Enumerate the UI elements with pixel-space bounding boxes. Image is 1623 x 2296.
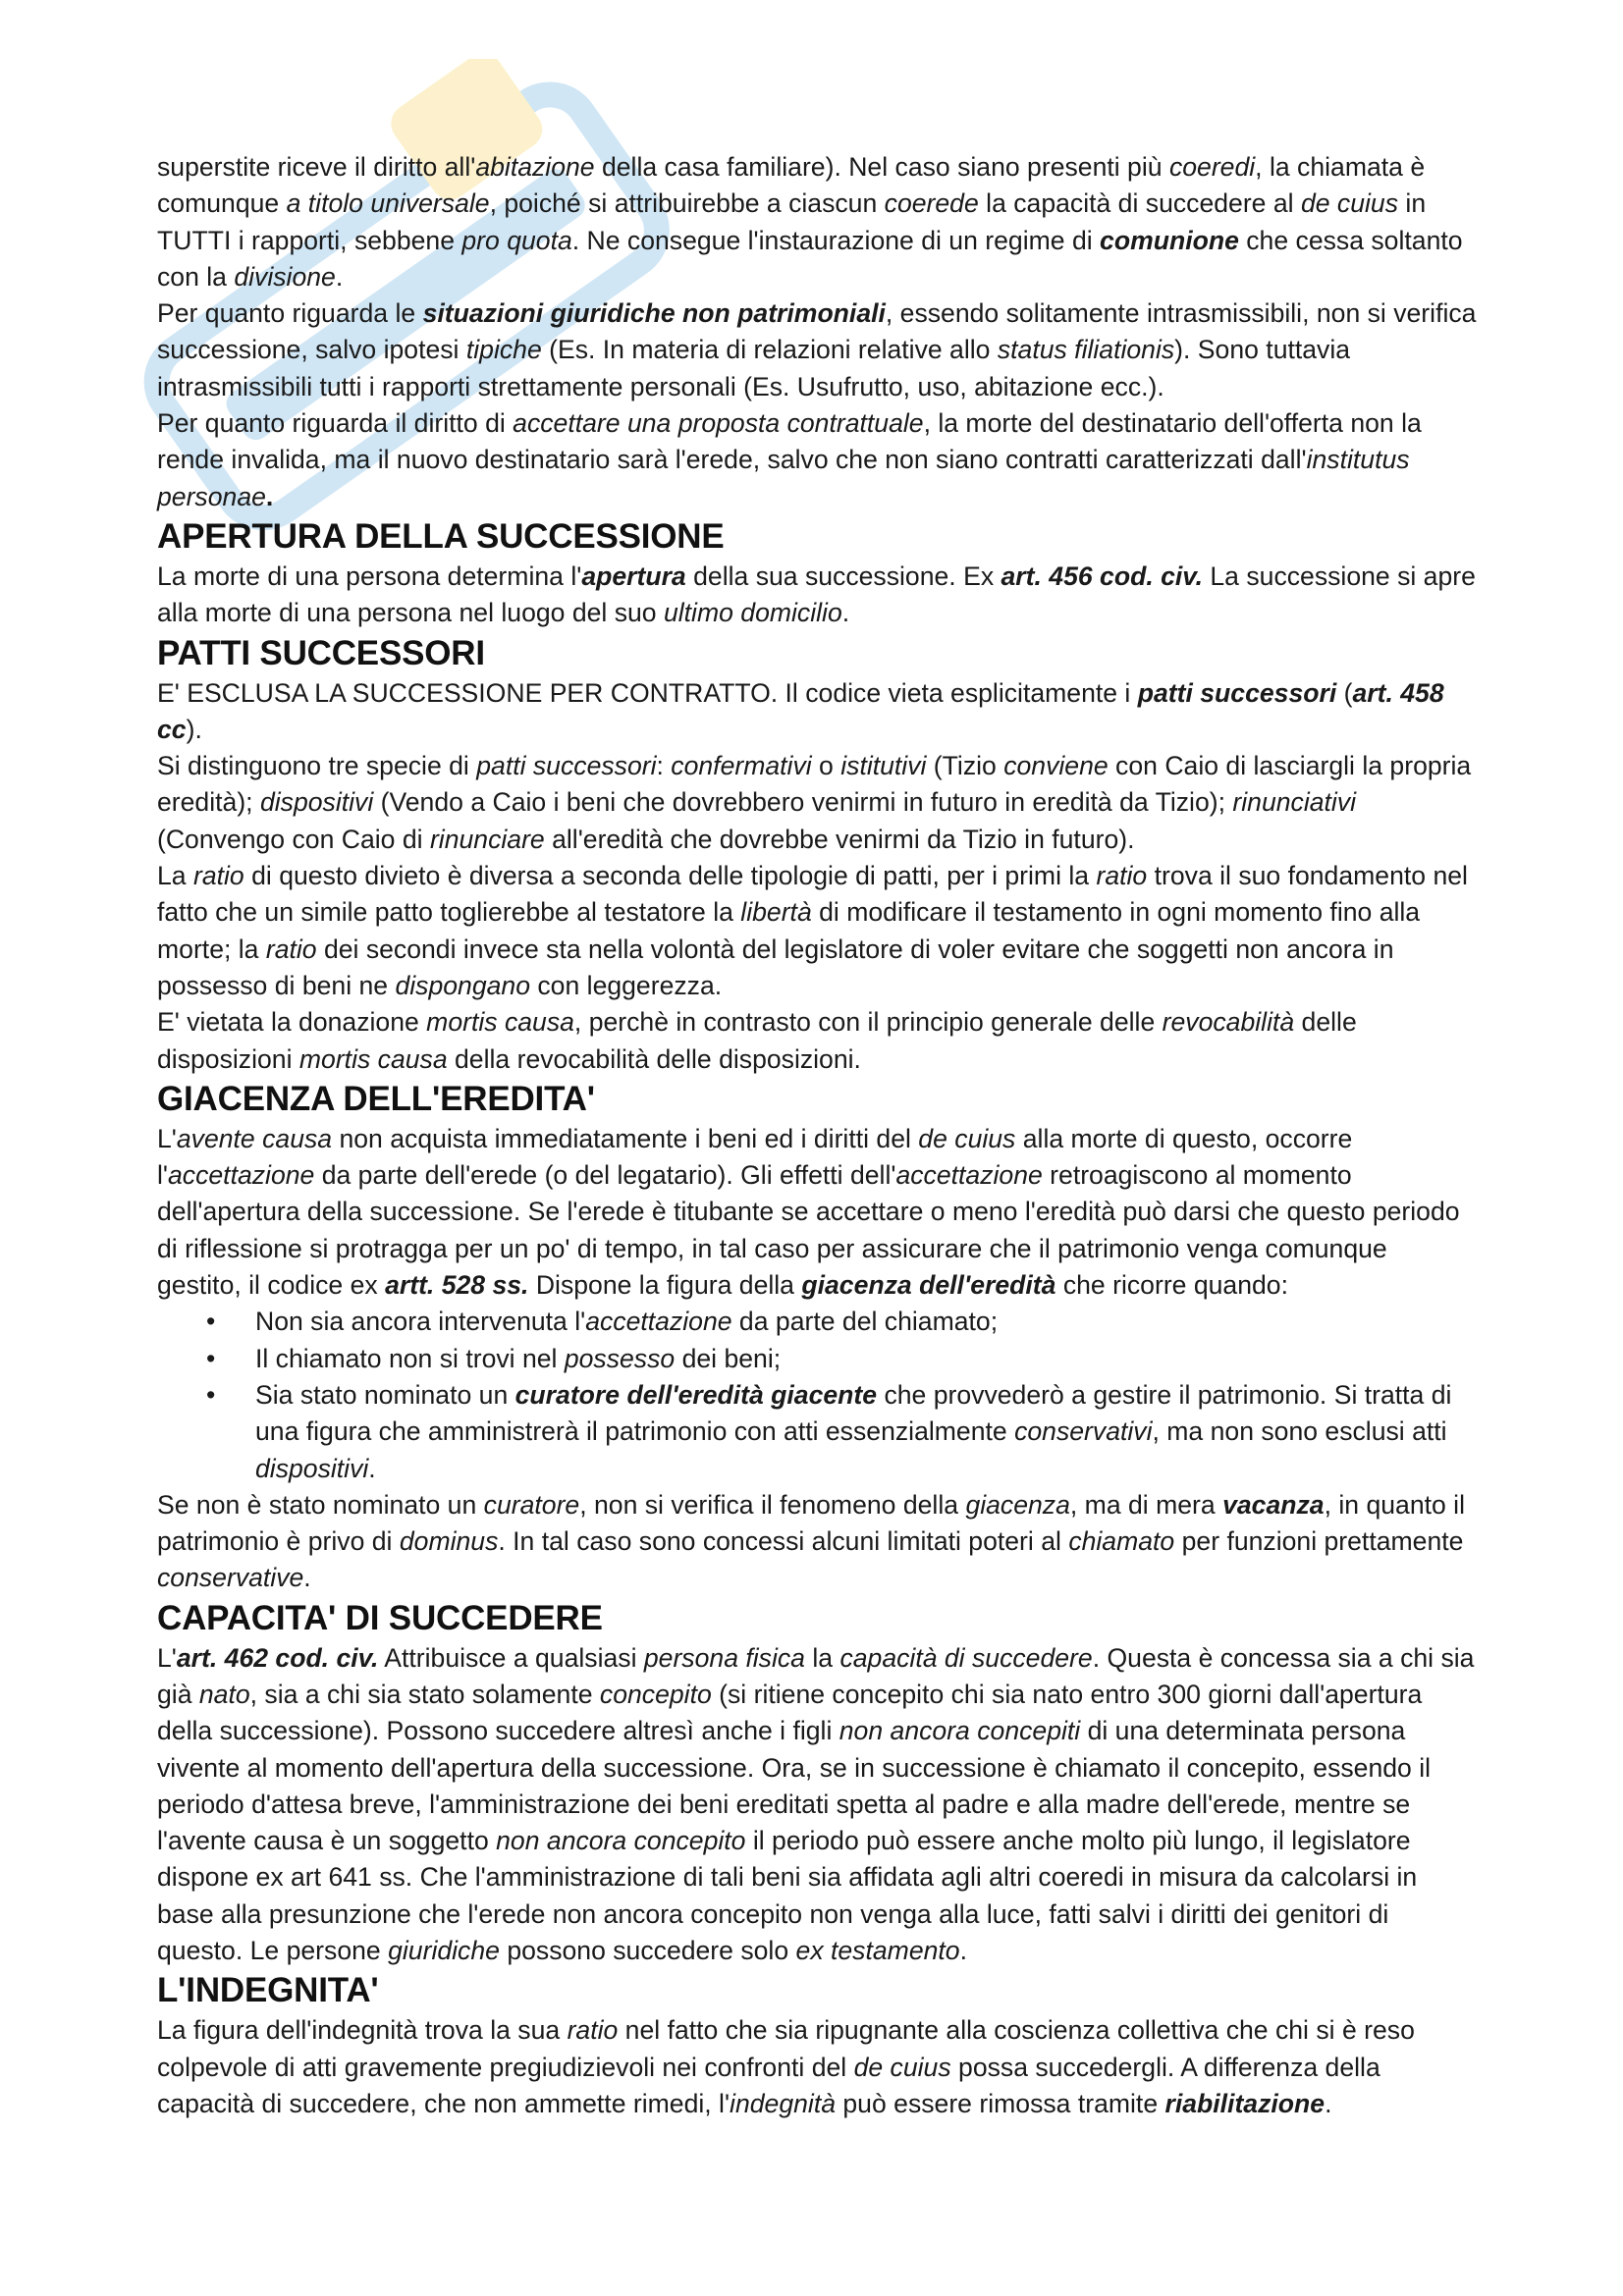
text-run: L': [157, 1123, 177, 1153]
paragraph: [157, 858, 1478, 1004]
italic-text: dispositivi: [259, 787, 374, 818]
italic-text: persona fisica: [643, 1642, 805, 1673]
italic-text: concepito: [599, 1679, 712, 1709]
italic-text: status filiationis: [997, 335, 1175, 365]
text-run: ). Sono tuttavia intrasmissibili tutti i rapporti strettamente personali (Es. Usufrutto, uso, abitazione ecc.).: [157, 335, 1351, 401]
text-run: , la morte del destinatario dell'offerta non la rende invalida, ma il nuovo destinatario sarà l'erede, salvo che non siano contratti caratterizzati dall': [157, 408, 1422, 475]
italic-text: dispongano: [395, 970, 530, 1000]
text-run: che cessa soltanto con la: [157, 225, 1463, 292]
text-run: superstite riceve il diritto all': [157, 152, 476, 182]
text-run: delle disposizioni: [157, 1007, 1357, 1074]
text-run: La successione si apre alla morte di una persona nel luogo del suo: [157, 561, 1476, 628]
text-run: Il chiamato non si trovi nel: [255, 1343, 565, 1373]
bold-italic-text: art. 456 cod. civ.: [1001, 561, 1203, 591]
section-heading: PATTI SUCCESSORI: [157, 633, 485, 672]
text-run: (si ritiene concepito chi sia nato entro 300 giorni dall'apertura della successione). Possono succedere altresì anche i figli: [157, 1679, 1423, 1746]
text-run: (Tizio: [926, 751, 1004, 781]
text-run: di questo divieto è diversa a seconda delle tipologie di patti, per i primi la: [243, 861, 1097, 891]
text-run: che provvederò a gestire il patrimonio. Si tratta di una figura che amministrerà il patrimonio con atti essenzialmente: [255, 1379, 1452, 1447]
section-heading: L'INDEGNITA': [157, 1971, 379, 2010]
text-run: La figura dell'indegnità trova la sua: [157, 2015, 568, 2046]
paragraph: [157, 149, 1478, 295]
text-run: .: [368, 1453, 376, 1483]
italic-text: ratio: [567, 2015, 619, 2046]
italic-text: mortis causa: [298, 1043, 448, 1074]
section-heading: GIACENZA DELL'EREDITA': [157, 1079, 595, 1118]
text-run: (Convengo con Caio di: [157, 824, 430, 854]
italic-text: ratio: [192, 861, 244, 891]
text-run: , non si verifica il fenomeno della: [579, 1489, 966, 1520]
italic-text: mortis causa: [426, 1007, 574, 1038]
text-run: , essendo solitamente intrasmissibili, non si verifica successione, salvo ipotesi: [157, 298, 1477, 365]
text-run: Per quanto riguarda le: [157, 298, 423, 329]
italic-text: accettare una proposta contrattuale: [513, 408, 924, 439]
text-run: , ma non sono esclusi atti: [1152, 1416, 1447, 1447]
list-item: [255, 1341, 1478, 1377]
italic-text: conservative: [157, 1563, 304, 1593]
italic-text: istitutivi: [840, 751, 927, 781]
text-run: o: [811, 751, 841, 781]
paragraph: [157, 748, 1478, 858]
text-run: Si distinguono tre specie di: [157, 751, 477, 781]
text-run: della revocabilità delle disposizioni.: [447, 1043, 861, 1074]
text-run: di modificare il testamento in ogni momento fino alla morte; la: [157, 897, 1421, 964]
text-run: E' ESCLUSA LA SUCCESSIONE PER CONTRATTO. Il codice vieta esplicitamente i: [157, 677, 1138, 708]
text-run: di una determinata persona vivente al momento dell'apertura della successione. Ora, se in successione è chiamato il concepito, essendo il periodo d'attesa breve, l'amministrazione dei beni ereditati spetta al padre e alla madre dell'erede, mentre se l'avente causa è un soggetto: [157, 1716, 1432, 1856]
text-run: :: [656, 751, 672, 781]
italic-text: a titolo universale: [286, 188, 490, 219]
bold-italic-text: art. 462 cod. civ.: [176, 1642, 379, 1673]
italic-text: accettazione: [585, 1307, 732, 1337]
text-run: , in quanto il patrimonio è privo di: [157, 1489, 1465, 1557]
bold-italic-text: giacenza dell'eredità: [801, 1270, 1056, 1301]
text-run: della casa familiare). Nel caso siano presenti più: [594, 152, 1169, 182]
text-run: Se non è stato nominato un: [157, 1489, 484, 1520]
italic-text: institutus personae: [157, 445, 1410, 511]
text-run: da parte dell'erede (o del legatario). Gli effetti dell': [314, 1160, 896, 1191]
bold-italic-text: vacanza: [1222, 1489, 1325, 1520]
text-run: all'eredità che dovrebbe venirmi da Tizio in futuro).: [544, 824, 1135, 854]
bullet-list: [157, 1304, 1478, 1486]
paragraph: [157, 295, 1478, 405]
text-run: .: [841, 598, 850, 628]
paragraph: [157, 1121, 1478, 1304]
text-run: Dispone la figura della: [528, 1270, 802, 1301]
paragraph: [157, 405, 1478, 515]
text-run: nel fatto che sia ripugnante alla coscienza collettiva che chi si è reso colpevole di atti gravemente pregiudizievoli nei confronti del: [157, 2015, 1415, 2082]
italic-text: giacenza: [965, 1489, 1070, 1520]
italic-text: chiamato: [1068, 1526, 1175, 1557]
italic-text: de cuius: [1300, 188, 1399, 219]
text-run: Per quanto riguarda il diritto di: [157, 408, 514, 439]
text-run: con Caio di lasciargli la propria eredità);: [157, 751, 1472, 818]
text-run: può essere rimossa tramite: [836, 2088, 1165, 2118]
bold-italic-text: riabilitazione: [1164, 2088, 1325, 2118]
text-run: per funzioni prettamente: [1174, 1526, 1464, 1557]
paragraph: [157, 2012, 1478, 2122]
italic-text: accettazione: [895, 1160, 1043, 1191]
text-run: la capacità di succedere al: [978, 188, 1301, 219]
italic-text: de cuius: [853, 2052, 951, 2082]
italic-text: dominus: [399, 1526, 499, 1557]
bold-italic-text: art. 458 cc: [157, 677, 1444, 744]
paragraph: [157, 559, 1478, 632]
text-run: la: [804, 1642, 840, 1673]
italic-text: avente causa: [176, 1123, 333, 1153]
bold-italic-text: situazioni giuridiche non patrimoniali: [422, 298, 886, 329]
italic-text: ultimo domicilio: [663, 598, 842, 628]
italic-text: abitazione: [475, 152, 595, 182]
text-run: La morte di una persona determina l': [157, 561, 582, 591]
text-run: , la chiamata è comunque: [157, 152, 1426, 219]
italic-text: rinunciare: [429, 824, 545, 854]
italic-text: possesso: [564, 1343, 676, 1373]
text-run: ).: [186, 714, 202, 744]
bold-text: .: [265, 481, 274, 511]
italic-text: libertà: [740, 897, 812, 928]
text-run: Sia stato nominato un: [255, 1379, 515, 1410]
text-run: Attribuisce a qualsiasi: [378, 1642, 644, 1673]
text-run: alla morte di questo, occorre l': [157, 1123, 1353, 1191]
italic-text: conviene: [1003, 751, 1109, 781]
bold-italic-text: artt. 528 ss.: [385, 1270, 529, 1301]
italic-text: non ancora concepiti: [839, 1716, 1081, 1746]
italic-text: pro quota: [461, 225, 572, 255]
text-run: da parte del chiamato;: [731, 1307, 999, 1337]
text-run: dei beni;: [675, 1343, 782, 1373]
text-run: . Ne consegue l'instaurazione di un regime di: [571, 225, 1101, 255]
italic-text: coeredi: [1168, 152, 1256, 182]
bold-italic-text: apertura: [581, 561, 686, 591]
text-run: non acquista immediatamente i beni ed i diritti del: [332, 1123, 919, 1153]
text-run: .: [1325, 2088, 1332, 2118]
text-run: possono succedere solo: [499, 1936, 796, 1966]
italic-text: de cuius: [918, 1123, 1016, 1153]
paragraph: [157, 1640, 1478, 1970]
text-run: dei secondi invece sta nella volontà del legislatore di voler evitare che soggetti non ancora in possesso di beni ne: [157, 934, 1394, 1000]
paragraph: [157, 1487, 1478, 1597]
text-run: (: [1336, 677, 1353, 708]
text-run: , poiché si attribuirebbe a ciascun: [489, 188, 885, 219]
text-run: con leggerezza.: [530, 970, 723, 1000]
text-run: retroagiscono al momento dell'apertura della successione. Se l'erede è titubante se accettare o meno l'eredità può darsi che questo periodo di riflessione si protragga per un po' di tempo, in tal caso per assicurare che il patrimonio venga comunque gestito, il codice ex: [157, 1160, 1460, 1301]
text-run: Non sia ancora intervenuta l': [255, 1307, 586, 1337]
text-run: .: [335, 261, 344, 292]
text-run: , perchè in contrasto con il principio generale delle: [573, 1007, 1163, 1038]
text-run: della sua successione. Ex: [685, 561, 1001, 591]
text-run: L': [157, 1642, 177, 1673]
italic-text: coerede: [884, 188, 979, 219]
text-run: trova il suo fondamento nel fatto che un simile patto toglierebbe al testatore la: [157, 861, 1468, 928]
text-run: La: [157, 861, 193, 891]
italic-text: dispositivi: [255, 1453, 369, 1483]
italic-text: nato: [198, 1679, 250, 1709]
italic-text: patti successori: [476, 751, 657, 781]
text-run: , sia a chi sia stato solamente: [249, 1679, 600, 1709]
italic-text: tipiche: [465, 335, 542, 365]
text-run: possa succedergli. A differenza della capacità di succedere, che non ammette rimedi, l': [157, 2052, 1380, 2118]
text-run: . Questa è concessa sia a chi sia già: [157, 1642, 1475, 1709]
italic-text: accettazione: [168, 1160, 315, 1191]
italic-text: non ancora concepito: [496, 1826, 746, 1856]
text-run: (Vendo a Caio i beni che dovrebbero venirmi in futuro in eredità da Tizio);: [373, 787, 1233, 818]
italic-text: conservativi: [1014, 1416, 1153, 1447]
text-run: in TUTTI i rapporti, sebbene: [157, 188, 1427, 255]
text-run: , ma di mera: [1069, 1489, 1223, 1520]
text-run: che ricorre quando:: [1055, 1270, 1288, 1301]
italic-text: confermativi: [671, 751, 812, 781]
list-item: [255, 1377, 1478, 1487]
text-run: . In tal caso sono concessi alcuni limitati poteri al: [498, 1526, 1069, 1557]
section-heading: APERTURA DELLA SUCCESSIONE: [157, 516, 725, 556]
italic-text: ex testamento: [795, 1936, 960, 1966]
italic-text: rinunciativi: [1232, 787, 1357, 818]
document-body: [157, 149, 1478, 2122]
paragraph: [157, 675, 1478, 749]
italic-text: curatore: [483, 1489, 580, 1520]
text-run: .: [959, 1936, 967, 1966]
italic-text: ratio: [1096, 861, 1148, 891]
italic-text: ratio: [265, 934, 317, 964]
italic-text: divisione: [234, 261, 336, 292]
paragraph: [157, 1004, 1478, 1078]
bold-italic-text: comunione: [1100, 225, 1239, 255]
italic-text: capacità di succedere: [839, 1642, 1093, 1673]
section-heading: CAPACITA' DI SUCCEDERE: [157, 1598, 603, 1637]
italic-text: indegnità: [730, 2088, 836, 2118]
bold-italic-text: curatore dell'eredità giacente: [514, 1379, 878, 1410]
text-run: (Es. In materia di relazioni relative allo: [541, 335, 998, 365]
text-run: E' vietata la donazione: [157, 1007, 427, 1038]
text-run: il periodo può essere anche molto più lungo, il legislatore dispone ex art 641 ss. Che l'amministrazione di tali beni sia affidata agli altri coeredi in misura da calcolarsi in base alla presunzione che l'erede non ancora concepito non venga alla luce, fatti salvi i diritti dei genitori di questo. Le persone: [157, 1826, 1418, 1966]
text-run: .: [303, 1563, 311, 1593]
italic-text: revocabilità: [1162, 1007, 1295, 1038]
italic-text: giuridiche: [388, 1936, 500, 1966]
list-item: [255, 1304, 1478, 1340]
bold-italic-text: patti successori: [1137, 677, 1337, 708]
